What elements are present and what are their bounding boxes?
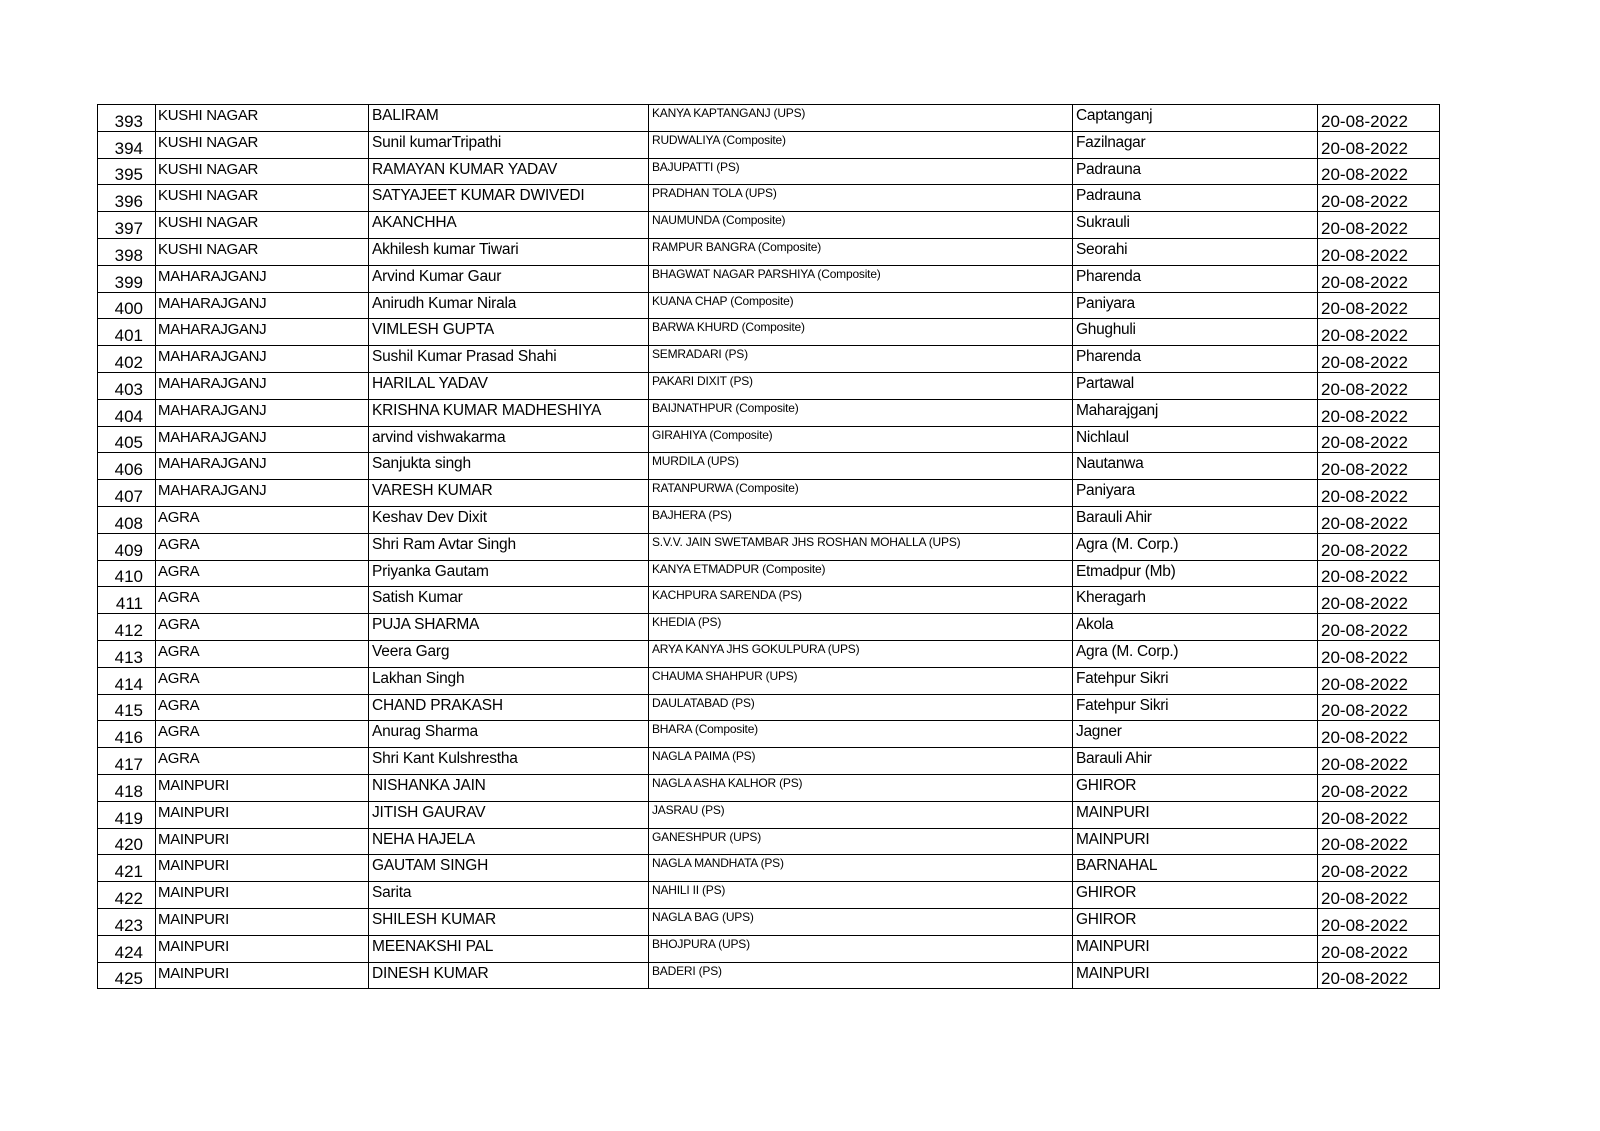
- teacher-name-cell: Shri Ram Avtar Singh: [369, 533, 649, 560]
- block-cell: GHIROR: [1073, 882, 1318, 909]
- school-cell: JASRAU (PS): [649, 801, 1073, 828]
- district-cell: AGRA: [156, 587, 369, 614]
- school-cell: BAIJNATHPUR (Composite): [649, 399, 1073, 426]
- serial-number-cell: 395: [98, 158, 156, 185]
- table-row: [98, 426, 1440, 453]
- school-cell: CHAUMA SHAHPUR (UPS): [649, 667, 1073, 694]
- block-cell: Pharenda: [1073, 346, 1318, 373]
- school-cell: KHEDIA (PS): [649, 614, 1073, 641]
- teacher-name-cell: SHILESH KUMAR: [369, 908, 649, 935]
- teacher-name-cell: NISHANKA JAIN: [369, 774, 649, 801]
- serial-number-cell: 410: [98, 560, 156, 587]
- school-cell: NAHILI II (PS): [649, 882, 1073, 909]
- date-cell: 20-08-2022: [1318, 855, 1440, 882]
- teacher-name-cell: RAMAYAN KUMAR YADAV: [369, 158, 649, 185]
- block-cell: Agra (M. Corp.): [1073, 640, 1318, 667]
- school-cell: RAMPUR BANGRA (Composite): [649, 238, 1073, 265]
- teacher-name-cell: PUJA SHARMA: [369, 614, 649, 641]
- district-cell: AGRA: [156, 667, 369, 694]
- serial-number-cell: 394: [98, 131, 156, 158]
- teacher-name-cell: AKANCHHA: [369, 212, 649, 239]
- teacher-name-cell: Arvind Kumar Gaur: [369, 265, 649, 292]
- teacher-name-cell: Keshav Dev Dixit: [369, 506, 649, 533]
- teacher-name-cell: NEHA HAJELA: [369, 828, 649, 855]
- teacher-name-cell: Sanjukta singh: [369, 453, 649, 480]
- block-cell: Akola: [1073, 614, 1318, 641]
- date-cell: 20-08-2022: [1318, 238, 1440, 265]
- district-cell: KUSHI NAGAR: [156, 131, 369, 158]
- date-cell: 20-08-2022: [1318, 748, 1440, 775]
- table-row: [98, 346, 1440, 373]
- school-cell: NAUMUNDA (Composite): [649, 212, 1073, 239]
- district-cell: KUSHI NAGAR: [156, 212, 369, 239]
- district-cell: MAINPURI: [156, 935, 369, 962]
- teacher-name-cell: Satish Kumar: [369, 587, 649, 614]
- table-row: [98, 935, 1440, 962]
- table-row: [98, 105, 1440, 132]
- table-row: [98, 694, 1440, 721]
- district-cell: AGRA: [156, 748, 369, 775]
- date-cell: 20-08-2022: [1318, 828, 1440, 855]
- school-cell: KACHPURA SARENDA (PS): [649, 587, 1073, 614]
- serial-number-cell: 398: [98, 238, 156, 265]
- school-cell: BAJHERA (PS): [649, 506, 1073, 533]
- serial-number-cell: 396: [98, 185, 156, 212]
- table-row: [98, 828, 1440, 855]
- table-row: [98, 131, 1440, 158]
- teacher-name-cell: SATYAJEET KUMAR DWIVEDI: [369, 185, 649, 212]
- block-cell: Barauli Ahir: [1073, 748, 1318, 775]
- school-cell: DAULATABAD (PS): [649, 694, 1073, 721]
- date-cell: 20-08-2022: [1318, 614, 1440, 641]
- school-cell: S.V.V. JAIN SWETAMBAR JHS ROSHAN MOHALLA (UPS): [649, 533, 1073, 560]
- school-cell: SEMRADARI (PS): [649, 346, 1073, 373]
- table-row: [98, 453, 1440, 480]
- district-cell: AGRA: [156, 506, 369, 533]
- serial-number-cell: 413: [98, 640, 156, 667]
- serial-number-cell: 406: [98, 453, 156, 480]
- teacher-name-cell: CHAND PRAKASH: [369, 694, 649, 721]
- teacher-name-cell: Priyanka Gautam: [369, 560, 649, 587]
- school-cell: BHARA (Composite): [649, 721, 1073, 748]
- date-cell: 20-08-2022: [1318, 399, 1440, 426]
- date-cell: 20-08-2022: [1318, 292, 1440, 319]
- table-row: [98, 801, 1440, 828]
- block-cell: BARNAHAL: [1073, 855, 1318, 882]
- teacher-name-cell: MEENAKSHI PAL: [369, 935, 649, 962]
- district-cell: MAINPURI: [156, 882, 369, 909]
- table-row: [98, 882, 1440, 909]
- school-cell: BADERI (PS): [649, 962, 1073, 989]
- district-cell: MAHARAJGANJ: [156, 346, 369, 373]
- block-cell: Nautanwa: [1073, 453, 1318, 480]
- block-cell: Maharajganj: [1073, 399, 1318, 426]
- date-cell: 20-08-2022: [1318, 453, 1440, 480]
- serial-number-cell: 421: [98, 855, 156, 882]
- serial-number-cell: 414: [98, 667, 156, 694]
- school-cell: PRADHAN TOLA (UPS): [649, 185, 1073, 212]
- block-cell: GHIROR: [1073, 908, 1318, 935]
- table-row: [98, 158, 1440, 185]
- block-cell: Seorahi: [1073, 238, 1318, 265]
- table-row: [98, 721, 1440, 748]
- serial-number-cell: 423: [98, 908, 156, 935]
- table-row: [98, 319, 1440, 346]
- table-row: [98, 587, 1440, 614]
- date-cell: 20-08-2022: [1318, 319, 1440, 346]
- district-cell: KUSHI NAGAR: [156, 158, 369, 185]
- serial-number-cell: 419: [98, 801, 156, 828]
- district-cell: MAINPURI: [156, 828, 369, 855]
- table-row: [98, 560, 1440, 587]
- serial-number-cell: 411: [98, 587, 156, 614]
- block-cell: Padrauna: [1073, 185, 1318, 212]
- teacher-name-cell: arvind vishwakarma: [369, 426, 649, 453]
- teacher-name-cell: JITISH GAURAV: [369, 801, 649, 828]
- table-row: [98, 667, 1440, 694]
- school-cell: NAGLA PAIMA (PS): [649, 748, 1073, 775]
- serial-number-cell: 400: [98, 292, 156, 319]
- table-row: [98, 480, 1440, 507]
- serial-number-cell: 420: [98, 828, 156, 855]
- table-row: [98, 372, 1440, 399]
- district-cell: MAINPURI: [156, 908, 369, 935]
- teacher-name-cell: DINESH KUMAR: [369, 962, 649, 989]
- district-cell: AGRA: [156, 640, 369, 667]
- block-cell: Pharenda: [1073, 265, 1318, 292]
- teacher-name-cell: Sushil Kumar Prasad Shahi: [369, 346, 649, 373]
- block-cell: Padrauna: [1073, 158, 1318, 185]
- teacher-name-cell: Anirudh Kumar Nirala: [369, 292, 649, 319]
- teacher-name-cell: Sarita: [369, 882, 649, 909]
- serial-number-cell: 412: [98, 614, 156, 641]
- district-cell: MAINPURI: [156, 962, 369, 989]
- district-cell: AGRA: [156, 533, 369, 560]
- date-cell: 20-08-2022: [1318, 212, 1440, 239]
- school-cell: BHAGWAT NAGAR PARSHIYA (Composite): [649, 265, 1073, 292]
- date-cell: 20-08-2022: [1318, 185, 1440, 212]
- school-cell: PAKARI DIXIT (PS): [649, 372, 1073, 399]
- block-cell: Etmadpur (Mb): [1073, 560, 1318, 587]
- serial-number-cell: 417: [98, 748, 156, 775]
- district-cell: KUSHI NAGAR: [156, 238, 369, 265]
- block-cell: Nichlaul: [1073, 426, 1318, 453]
- date-cell: 20-08-2022: [1318, 158, 1440, 185]
- date-cell: 20-08-2022: [1318, 265, 1440, 292]
- serial-number-cell: 415: [98, 694, 156, 721]
- school-cell: BARWA KHURD (Composite): [649, 319, 1073, 346]
- date-cell: 20-08-2022: [1318, 908, 1440, 935]
- school-cell: KANYA KAPTANGANJ (UPS): [649, 105, 1073, 132]
- date-cell: 20-08-2022: [1318, 480, 1440, 507]
- block-cell: MAINPURI: [1073, 801, 1318, 828]
- district-cell: MAHARAJGANJ: [156, 319, 369, 346]
- block-cell: Ghughuli: [1073, 319, 1318, 346]
- teacher-name-cell: Veera Garg: [369, 640, 649, 667]
- date-cell: 20-08-2022: [1318, 560, 1440, 587]
- serial-number-cell: 425: [98, 962, 156, 989]
- table-row: [98, 962, 1440, 989]
- school-cell: RATANPURWA (Composite): [649, 480, 1073, 507]
- district-cell: MAHARAJGANJ: [156, 399, 369, 426]
- school-cell: GIRAHIYA (Composite): [649, 426, 1073, 453]
- school-cell: RUDWALIYA (Composite): [649, 131, 1073, 158]
- table-row: [98, 774, 1440, 801]
- school-cell: ARYA KANYA JHS GOKULPURA (UPS): [649, 640, 1073, 667]
- block-cell: Barauli Ahir: [1073, 506, 1318, 533]
- school-cell: NAGLA ASHA KALHOR (PS): [649, 774, 1073, 801]
- table-row: [98, 533, 1440, 560]
- block-cell: Captanganj: [1073, 105, 1318, 132]
- district-cell: MAHARAJGANJ: [156, 453, 369, 480]
- date-cell: 20-08-2022: [1318, 426, 1440, 453]
- serial-number-cell: 424: [98, 935, 156, 962]
- date-cell: 20-08-2022: [1318, 346, 1440, 373]
- teacher-name-cell: BALIRAM: [369, 105, 649, 132]
- date-cell: 20-08-2022: [1318, 721, 1440, 748]
- table-row: [98, 614, 1440, 641]
- district-cell: MAINPURI: [156, 774, 369, 801]
- date-cell: 20-08-2022: [1318, 533, 1440, 560]
- school-cell: NAGLA MANDHATA (PS): [649, 855, 1073, 882]
- district-cell: MAINPURI: [156, 801, 369, 828]
- serial-number-cell: 404: [98, 399, 156, 426]
- teacher-name-cell: Shri Kant Kulshrestha: [369, 748, 649, 775]
- table-row: [98, 212, 1440, 239]
- teacher-name-cell: KRISHNA KUMAR MADHESHIYA: [369, 399, 649, 426]
- table-row: [98, 855, 1440, 882]
- district-cell: KUSHI NAGAR: [156, 105, 369, 132]
- school-cell: KUANA CHAP (Composite): [649, 292, 1073, 319]
- date-cell: 20-08-2022: [1318, 131, 1440, 158]
- table-row: [98, 292, 1440, 319]
- block-cell: Kheragarh: [1073, 587, 1318, 614]
- district-cell: KUSHI NAGAR: [156, 185, 369, 212]
- date-cell: 20-08-2022: [1318, 882, 1440, 909]
- date-cell: 20-08-2022: [1318, 667, 1440, 694]
- serial-number-cell: 418: [98, 774, 156, 801]
- date-cell: 20-08-2022: [1318, 506, 1440, 533]
- district-cell: MAHARAJGANJ: [156, 480, 369, 507]
- block-cell: Jagner: [1073, 721, 1318, 748]
- table-row: [98, 265, 1440, 292]
- serial-number-cell: 402: [98, 346, 156, 373]
- serial-number-cell: 393: [98, 105, 156, 132]
- teacher-name-cell: VARESH KUMAR: [369, 480, 649, 507]
- serial-number-cell: 416: [98, 721, 156, 748]
- table-row: [98, 399, 1440, 426]
- school-cell: BAJUPATTI (PS): [649, 158, 1073, 185]
- block-cell: Fatehpur Sikri: [1073, 667, 1318, 694]
- district-cell: MAINPURI: [156, 855, 369, 882]
- table-row: [98, 908, 1440, 935]
- date-cell: 20-08-2022: [1318, 105, 1440, 132]
- block-cell: Fatehpur Sikri: [1073, 694, 1318, 721]
- date-cell: 20-08-2022: [1318, 640, 1440, 667]
- teacher-name-cell: Akhilesh kumar Tiwari: [369, 238, 649, 265]
- block-cell: MAINPURI: [1073, 962, 1318, 989]
- table-row: [98, 185, 1440, 212]
- block-cell: Agra (M. Corp.): [1073, 533, 1318, 560]
- school-cell: KANYA ETMADPUR (Composite): [649, 560, 1073, 587]
- school-cell: NAGLA BAG (UPS): [649, 908, 1073, 935]
- table-body: [98, 105, 1440, 989]
- block-cell: Sukrauli: [1073, 212, 1318, 239]
- serial-number-cell: 401: [98, 319, 156, 346]
- school-cell: GANESHPUR (UPS): [649, 828, 1073, 855]
- teacher-list-table: [97, 104, 1440, 989]
- teacher-name-cell: GAUTAM SINGH: [369, 855, 649, 882]
- block-cell: MAINPURI: [1073, 828, 1318, 855]
- serial-number-cell: 403: [98, 372, 156, 399]
- teacher-name-cell: VIMLESH GUPTA: [369, 319, 649, 346]
- district-cell: MAHARAJGANJ: [156, 265, 369, 292]
- table-row: [98, 640, 1440, 667]
- teacher-name-cell: Anurag Sharma: [369, 721, 649, 748]
- district-cell: MAHARAJGANJ: [156, 426, 369, 453]
- school-cell: MURDILA (UPS): [649, 453, 1073, 480]
- district-cell: AGRA: [156, 694, 369, 721]
- serial-number-cell: 422: [98, 882, 156, 909]
- date-cell: 20-08-2022: [1318, 801, 1440, 828]
- serial-number-cell: 408: [98, 506, 156, 533]
- serial-number-cell: 409: [98, 533, 156, 560]
- block-cell: Paniyara: [1073, 480, 1318, 507]
- table-row: [98, 238, 1440, 265]
- serial-number-cell: 399: [98, 265, 156, 292]
- teacher-name-cell: Lakhan Singh: [369, 667, 649, 694]
- date-cell: 20-08-2022: [1318, 774, 1440, 801]
- serial-number-cell: 397: [98, 212, 156, 239]
- district-cell: MAHARAJGANJ: [156, 372, 369, 399]
- date-cell: 20-08-2022: [1318, 935, 1440, 962]
- school-cell: BHOJPURA (UPS): [649, 935, 1073, 962]
- teacher-name-cell: Sunil kumarTripathi: [369, 131, 649, 158]
- district-cell: AGRA: [156, 614, 369, 641]
- district-cell: AGRA: [156, 560, 369, 587]
- block-cell: Fazilnagar: [1073, 131, 1318, 158]
- serial-number-cell: 405: [98, 426, 156, 453]
- table-row: [98, 748, 1440, 775]
- block-cell: Partawal: [1073, 372, 1318, 399]
- date-cell: 20-08-2022: [1318, 694, 1440, 721]
- district-cell: AGRA: [156, 721, 369, 748]
- table-row: [98, 506, 1440, 533]
- teacher-name-cell: HARILAL YADAV: [369, 372, 649, 399]
- district-cell: MAHARAJGANJ: [156, 292, 369, 319]
- serial-number-cell: 407: [98, 480, 156, 507]
- block-cell: Paniyara: [1073, 292, 1318, 319]
- date-cell: 20-08-2022: [1318, 962, 1440, 989]
- date-cell: 20-08-2022: [1318, 587, 1440, 614]
- block-cell: GHIROR: [1073, 774, 1318, 801]
- block-cell: MAINPURI: [1073, 935, 1318, 962]
- date-cell: 20-08-2022: [1318, 372, 1440, 399]
